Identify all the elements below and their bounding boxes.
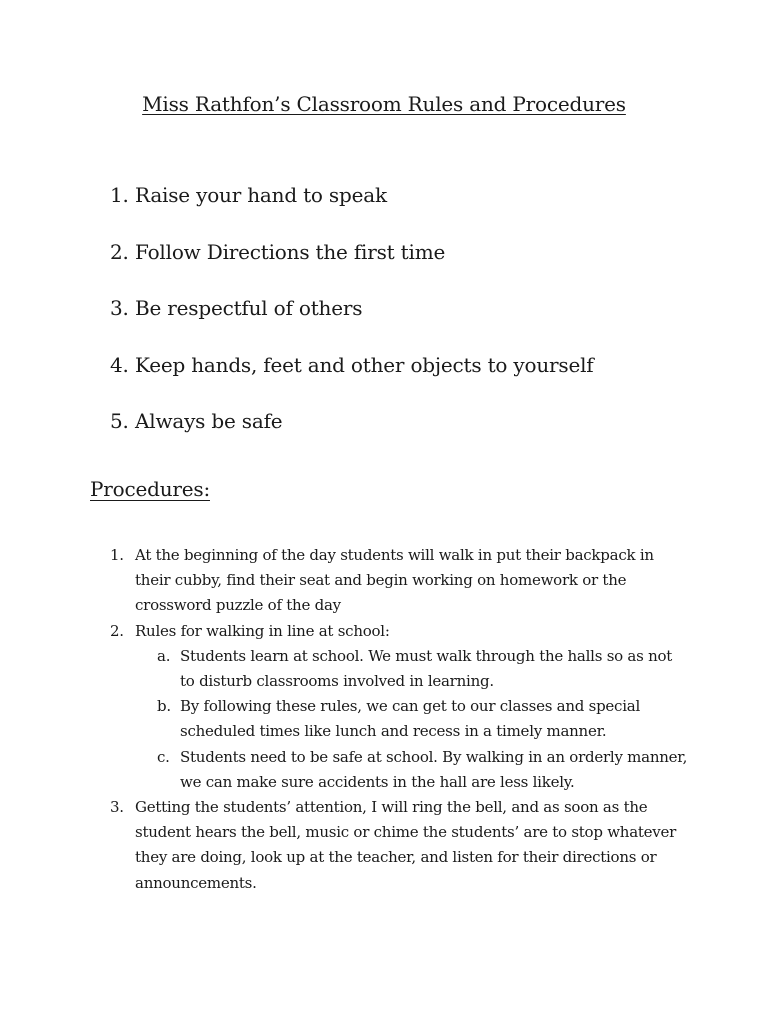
rules-list [110,181,594,464]
rule-item [110,294,594,351]
procedure-subitem [157,644,690,694]
procedure-sublist [135,644,690,795]
procedure-item [110,543,690,619]
rule-item [110,238,594,295]
procedure-item [110,619,690,795]
procedure-text: At the beginning of the day students will walk in put their backpack in their cubby, find their seat and begin working on homework or the crossword puzzle of the day [135,546,654,615]
subitem-text: Students need to be safe at school. By walking in an orderly manner, we can make sure accidents in the hall are less likely. [180,747,688,791]
rule-item [110,351,594,408]
rule-number: 5. [110,409,129,433]
subitem-letter: c. [157,747,170,766]
procedure-text: Rules for walking in line at school: [135,621,390,640]
rule-text: Raise your hand to speak [135,183,387,207]
rule-text: Always be safe [135,409,283,433]
procedure-text: Getting the students’ attention, I will ring the bell, and as soon as the student hears the bell, music or chime the students’ are to stop whatever they are doing, look up at the teacher, and listen for their directions or announcements. [135,798,677,892]
procedure-number: 3. [110,798,124,817]
rule-text: Follow Directions the first time [135,239,446,264]
procedure-item [110,795,690,896]
rule-item [110,181,594,238]
subitem-letter: a. [157,646,171,665]
rule-text: Keep hands, feet and other objects to yourself [135,352,594,377]
procedure-number: 1. [110,546,124,564]
rule-item [110,407,594,464]
procedure-subitem [157,745,690,795]
subitem-text: By following these rules, we can get to our classes and special scheduled times like lunch and recess in a timely manner. [180,697,640,741]
rule-number: 3. [110,296,129,320]
rule-number: 4. [110,352,129,377]
rule-number: 1. [110,183,129,207]
rule-number: 2. [110,239,129,264]
subitem-letter: b. [157,697,171,716]
procedure-subitem [157,694,690,744]
procedures-list [110,543,690,896]
subitem-text: Students learn at school. We must walk through the halls so as not to disturb classrooms involved in learning. [180,646,673,691]
procedures-heading: Procedures: [90,477,210,501]
page-title: Miss Rathfon’s Classroom Rules and Procedures [142,92,626,116]
rule-text: Be respectful of others [135,296,363,320]
procedure-number: 2. [110,621,124,640]
